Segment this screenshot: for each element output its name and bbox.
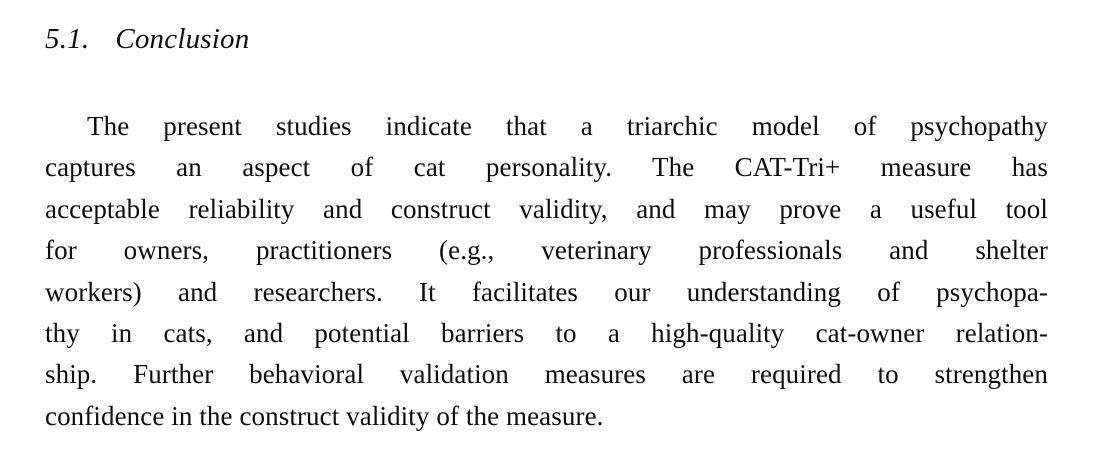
section-title: Conclusion: [115, 23, 250, 55]
paragraph-line: thy in cats, and potential barriers to a high-quality cat-owner relation-: [45, 317, 1048, 348]
section-heading: [45, 22, 249, 56]
paragraph-line: captures an aspect of cat personality. The CAT-Tri+ measure has: [45, 152, 1048, 183]
conclusion-paragraph: [45, 106, 1048, 437]
paragraph-line: ship. Further behavioral validation measures are required to strengthen: [45, 359, 1048, 390]
paragraph-line: for owners, practitioners (e.g., veterinary professionals and shelter: [45, 235, 1048, 266]
paragraph-line: confidence in the construct validity of the measure.: [45, 400, 604, 431]
paragraph-line: acceptable reliability and construct validity, and may prove a useful tool: [45, 193, 1048, 224]
paragraph-line: The present studies indicate that a triarchic model of psychopathy: [87, 111, 1048, 141]
paragraph-line: workers) and researchers. It facilitates our understanding of psychopa-: [45, 276, 1048, 307]
section-number: 5.1.: [45, 23, 90, 55]
